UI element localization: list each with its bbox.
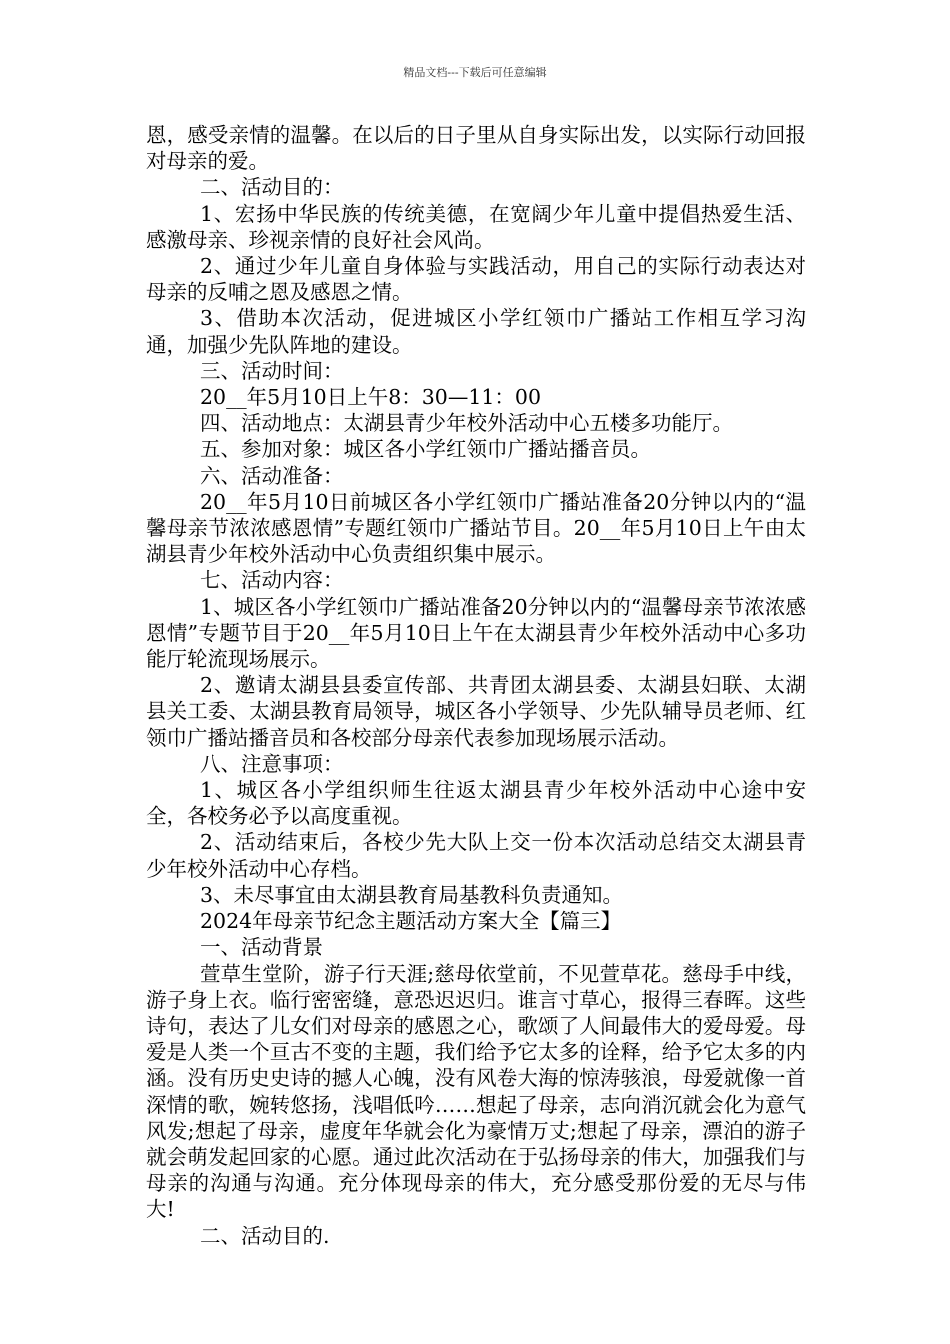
- section-heading: 五、参加对象：城区各小学红领巾广播站播音员。: [200, 437, 651, 462]
- section-heading: 二、活动目的：: [200, 175, 344, 200]
- paragraph: 1、城区各小学组织师生往返太湖县青少年校外活动中心途中安全，各校务必予以高度重视。: [146, 778, 806, 829]
- section-heading: 二、活动目的.: [200, 1223, 330, 1248]
- paragraph: 20__年5月10日上午8：30—11：00: [200, 385, 542, 410]
- section-heading: 四、活动地点：太湖县青少年校外活动中心五楼多功能厅。: [200, 411, 733, 436]
- section-heading: 一、活动背景: [200, 935, 323, 960]
- section-heading: 三、活动时间：: [200, 358, 344, 383]
- paragraph: 1、城区各小学红领巾广播站准备20分钟以内的“温馨母亲节浓浓感恩情”专题节目于20__年5月10日上午在太湖县青少年校外活动中心多功能厅轮流现场展示。: [146, 594, 806, 672]
- paragraph: 3、未尽事宜由太湖县教育局基教科负责通知。: [200, 882, 624, 907]
- paragraph: 2、活动结束后，各校少先大队上交一份本次活动总结交太湖县青少年校外活动中心存档。: [146, 830, 806, 881]
- paragraph: 恩，感受亲情的温馨。在以后的日子里从自身实际出发，以实际行动回报对母亲的爱。: [146, 123, 806, 174]
- document-title: 2024年母亲节纪念主题活动方案大全【篇三】: [200, 909, 622, 934]
- document-body: [146, 122, 806, 1249]
- page-header: 精品文档---下载后可任意编辑: [403, 66, 547, 79]
- paragraph: 20__年5月10日前城区各小学红领巾广播站准备20分钟以内的“温馨母亲节浓浓感恩情”专题红领巾广播站节目。20__年5月10日上午由太湖县青少年校外活动中心负责组织集中展示。: [146, 489, 806, 567]
- section-heading: 八、注意事项：: [200, 751, 344, 776]
- paragraph: 2、通过少年儿童自身体验与实践活动，用自己的实际行动表达对母亲的反哺之恩及感恩之情。: [146, 254, 806, 305]
- section-heading: 六、活动准备：: [200, 463, 344, 488]
- section-heading: 七、活动内容：: [200, 568, 344, 593]
- paragraph: 1、宏扬中华民族的传统美德，在宽阔少年儿童中提倡热爱生活、感激母亲、珍视亲情的良好社会风尚。: [146, 201, 806, 252]
- paragraph: 3、借助本次活动，促进城区小学红领巾广播站工作相互学习沟通，加强少先队阵地的建设。: [146, 306, 806, 357]
- paragraph: 萱草生堂阶，游子行天涯;慈母依堂前，不见萱草花。慈母手中线，游子身上衣。临行密密缝，意恐迟迟归。谁言寸草心，报得三春晖。这些诗句，表达了儿女们对母亲的感恩之心，歌颂了人间最伟大的爱母爱。母爱是人类一个亘古不变的主题，我们给予它太多的诠释，给予它太多的内涵。没有历史史诗的撼人心魄，没有风卷大海的惊涛骇浪，母爱就像一首深情的歌，婉转悠扬，浅唱低吟……想起了母亲，志向消沉就会化为意气风发;想起了母亲，虚度年华就会化为豪情万丈;想起了母亲，漂泊的游子就会萌发起回家的心愿。通过此次活动在于弘扬母亲的伟大，加强我们与母亲的沟通与沟通。充分体现母亲的伟大，充分感受那份爱的无尽与伟大!: [146, 961, 806, 1222]
- paragraph: 2、邀请太湖县县委宣传部、共青团太湖县委、太湖县妇联、太湖县关工委、太湖县教育局领导，城区各小学领导、少先队辅导员老师、红领巾广播站播音员和各校部分母亲代表参加现场展示活动。: [146, 673, 806, 750]
